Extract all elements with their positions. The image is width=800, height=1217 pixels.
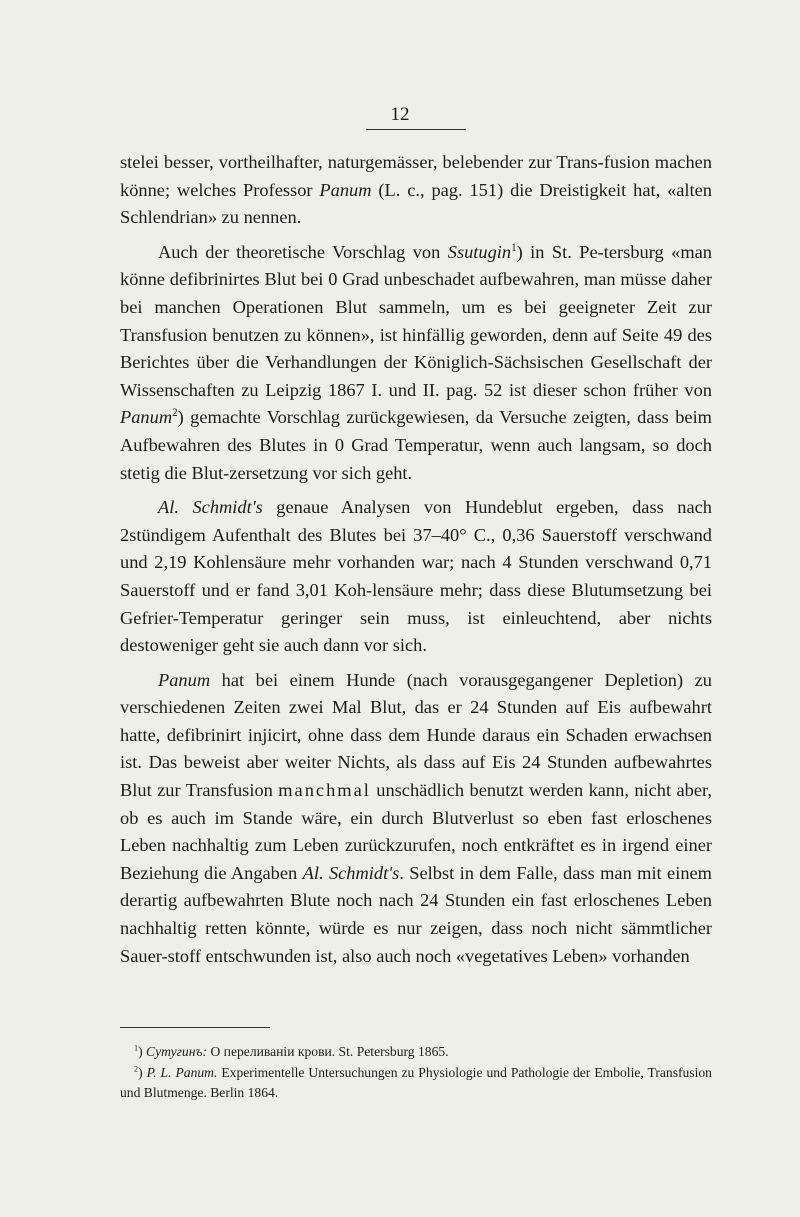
paragraph [120, 667, 712, 971]
text-run: Auch der theoretische Vorschlag von [158, 241, 448, 262]
text-run: ) [138, 1064, 147, 1080]
italic-text: Ssutugin [447, 241, 512, 262]
italic-text: Al. Schmidt's [158, 497, 263, 518]
text-run: . Selbst in dem Falle, dass man mit einem derartig aufbewahrten Blute noch nach 24 Stunden ein fast erloschenes Leben nachhaltig retten könnte, würde es nur zeigen, dass noch nicht sämmtlicher Sauer-stoff entschwunden ist, also auch noch «vegetatives Leben» vorhanden [120, 862, 712, 966]
footnote [120, 1042, 712, 1063]
text-run: О переливаніи крови. St. Petersburg 1865. [207, 1044, 449, 1059]
paragraph [120, 239, 712, 487]
text-run: (L. c., pag. 151) die Dreistigkeit hat, «alten Schlendrian» zu nennen. [120, 179, 712, 228]
body-text [120, 149, 712, 970]
page-number: 12 [390, 104, 410, 125]
footnote-ref: 1 [511, 241, 517, 254]
footnote-rule [120, 1027, 270, 1028]
italic-text: Panum [120, 407, 173, 428]
italic-text: Panum [319, 179, 372, 200]
italic-text: Panum [158, 669, 211, 690]
italic-text: Al. Schmidt's [302, 862, 400, 883]
text-run: Experimentelle Untersuchungen zu Physiologie und Pathologie der Embolie, Transfusion und Blutmenge. Berlin 1864. [120, 1064, 712, 1100]
footnote-ref: 2 [134, 1063, 139, 1073]
italic-text: P. L. Panum. [146, 1064, 218, 1080]
footnotes [120, 1042, 712, 1104]
italic-text: Сутугинъ: [146, 1044, 208, 1059]
header-rule [366, 129, 466, 130]
text-run: unschädlich benutzt werden kann, nicht aber, ob es auch im Stande wäre, ein durch Blutverlust so eben fast erloschenes Leben nachhaltig zum Leben zurückzurufen, noch entkräftet es in irgend einer Beziehung die Angaben [120, 780, 712, 883]
paragraph [120, 149, 712, 232]
text-run: ) gemachte Vorschlag zurückgewiesen, da Versuche zeigten, dass beim Aufbewahren des Blutes in 0 Grad Temperatur, wenn auch langsam, so doch stetig die Blut-zersetzung vor sich geht. [120, 407, 712, 483]
footnote [120, 1063, 712, 1104]
text-run: ) [138, 1044, 147, 1059]
paragraph [120, 494, 712, 660]
text-run: hat bei einem Hunde (nach vorausgegangener Depletion) zu verschiedenen Zeiten zwei Mal Blut, das er 24 Stunden auf Eis aufbewahrt hatte, defibrinirt injicirt, ohne dass dem Hunde daraus ein Schaden erwachsen ist. Das beweist aber weiter Nichts, als dass auf Eis 24 Stunden aufbewahrtes Blut zur Transfusion [120, 669, 712, 801]
text-run: stelei besser, vortheilhafter, naturgemässer, belebender zur Trans-fusion machen könne; welches Professor [120, 152, 712, 200]
footnote-ref: 1 [134, 1043, 139, 1053]
text-run: manchmal [278, 780, 371, 801]
text-run: ) in St. Pe-tersburg «man könne defibrinirtes Blut bei 0 Grad unbeschadet aufbewahren, man müsse daher bei manchen Operationen Blut sammeln, um es bei geeigneter Zeit zur Transfusion benutzen zu können», ist hinfällig geworden, denn auf Seite 49 des Berichtes über die Verhandlungen der Königlich-Sächsischen Gesellschaft der Wissenschaften zu Leipzig 1867 I. und II. pag. 52 ist dieser schon früher von [120, 241, 712, 400]
text-run: genaue Analysen von Hundeblut ergeben, dass nach 2stündigem Aufenthalt des Blutes bei 37–40° C., 0,36 Sauerstoff verschwand und 2,19 Kohlensäure mehr vorhanden war; nach 4 Stunden verschwand 0,71 Sauerstoff und er fand 3,01 Koh-lensäure mehr; dass diese Blutumsetzung bei Gefrier-Temperatur geringer sein muss, ist einleuchtend, aber nichts destoweniger geht sie auch dann vor sich. [120, 497, 712, 656]
footnote-ref: 2 [172, 407, 178, 420]
